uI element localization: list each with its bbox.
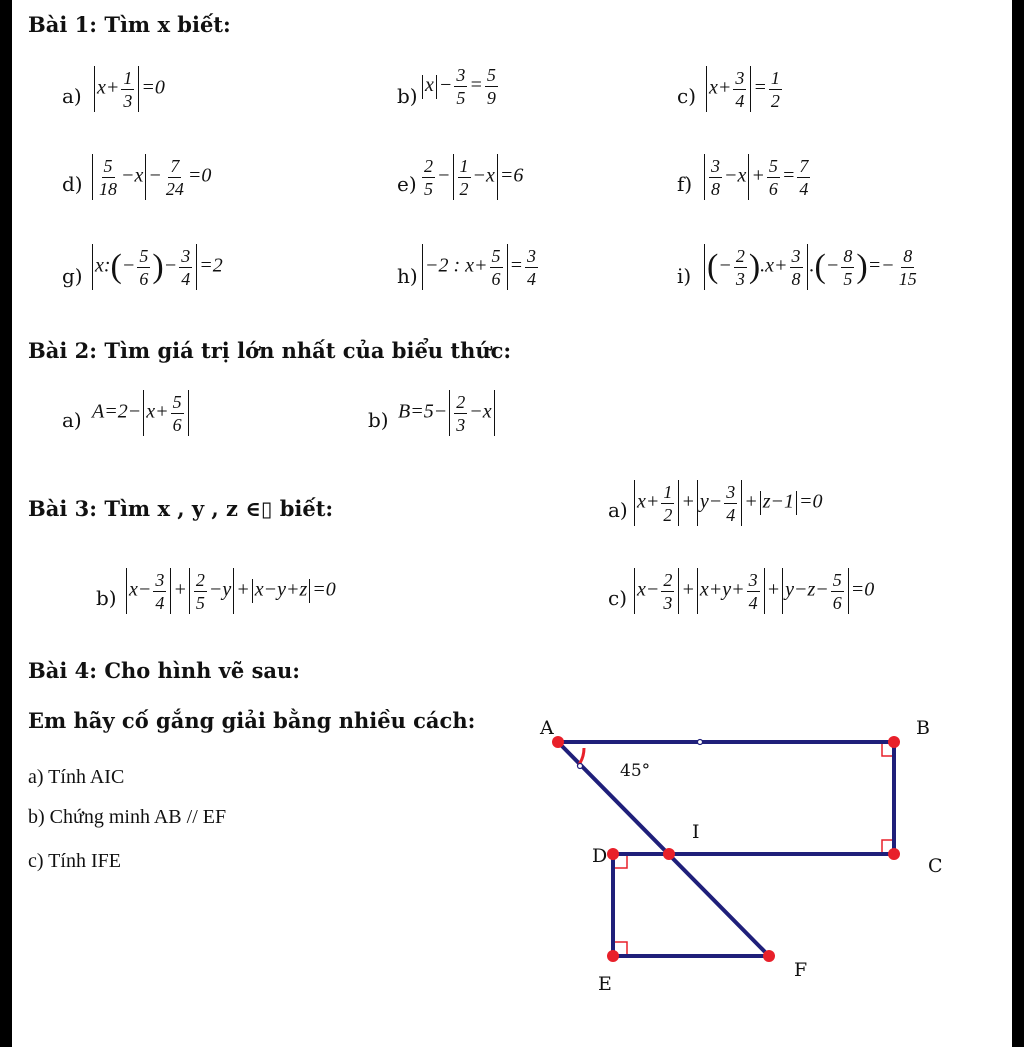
bai1-label-i: i) [677, 264, 692, 288]
bai1-eq-g: x:(− $\frac{5}{6}$ )− $\frac{3}{4}$ =2 [90, 244, 223, 290]
angle-label: 45° [620, 761, 651, 781]
bai1-eq-c: x+ $\frac{3}{4}$ = $\frac{1}{2}$ [704, 66, 784, 112]
point-C [888, 848, 900, 860]
point-F [763, 950, 775, 962]
bai1-eq-b: x − $\frac{3}{5}$ = $\frac{5}{9}$ [420, 66, 500, 107]
point-B [888, 736, 900, 748]
bai1-label-g: g) [62, 264, 83, 288]
point-I [663, 848, 675, 860]
bai1-title: Bài 1: Tìm x biết: [28, 12, 231, 37]
label-E: E [598, 973, 612, 995]
bai4-prompt: Em hãy cố gắng giải bằng nhiều cách: [28, 708, 476, 733]
bai1-eq-h: −2 : x+ $\frac{5}{6}$ = $\frac{3}{4}$ [420, 244, 540, 290]
right-angle-markers [613, 742, 894, 956]
bai2-expr-b: B=5− $\frac{2}{3}$ −x [398, 390, 497, 436]
bai1-eq-e: $\frac{2}{5}$ − $\frac{1}{2}$ −x =6 [424, 155, 524, 199]
bai1-eq-f: $\frac{3}{8}$ −x + $\frac{5}{6}$ = $\frac{7}{4}$ [702, 154, 812, 200]
bai1-label-d: d) [62, 172, 83, 196]
bai1-label-h: h) [397, 264, 418, 288]
bai2-label-a: a) [62, 408, 82, 432]
midpoint-marker [698, 740, 703, 745]
bai3-label-c: c) [608, 586, 628, 610]
small-marker [578, 764, 583, 769]
bai4-question-a: a) Tính AIC [28, 766, 125, 788]
bai1-eq-i: (− $\frac{2}{3}$ ).x+ $\frac{3}{8}$ .(− $\frac{8}{5}$ )=− $\frac{8}{15}$ [702, 244, 921, 290]
bai2-expr-a: A=2− x+ $\frac{5}{6}$ [92, 390, 191, 436]
label-D: D [592, 845, 608, 867]
bai4-question-b: b) Chứng minh AB // EF [28, 806, 227, 828]
bai1-label-f: f) [677, 172, 693, 196]
point-A [552, 736, 564, 748]
label-C: C [928, 855, 943, 877]
bai1-eq-d: $\frac{5}{18}$ −x − $\frac{7}{24}$ =0 [90, 154, 211, 200]
point-E [607, 950, 619, 962]
geometry-figure [512, 700, 952, 1010]
bai1-label-a: a) [62, 84, 82, 108]
point-D [607, 848, 619, 860]
bai4-title: Bài 4: Cho hình vẽ sau: [28, 658, 301, 683]
bai1-label-c: c) [677, 84, 697, 108]
bai2-label-b: b) [368, 408, 389, 432]
figure-lines [558, 742, 894, 956]
bai1-label-b: b) [397, 84, 418, 108]
label-B: B [916, 717, 930, 739]
bai3-title: Bài 3: Tìm x , y , z ∈▯ biết: [28, 496, 334, 521]
label-I: I [692, 821, 700, 843]
bai3-eq-c: x− $\frac{2}{3}$ + x+y+ $\frac{3}{4}$ + y−z− $\frac{5}{6}$ =0 [632, 568, 874, 614]
bai3-eq-b: x− $\frac{3}{4}$ + $\frac{2}{5}$ −y + x−y+z =0 [124, 568, 336, 614]
bai3-label-a: a) [608, 498, 628, 522]
bai1-label-e: e) [397, 172, 417, 196]
bai1-eq-a: x+ $\frac{1}{3}$ =0 [92, 66, 165, 112]
bai3-label-b: b) [96, 586, 117, 610]
segment-AF [558, 742, 769, 956]
worksheet-page [12, 0, 1012, 1047]
bai4-question-c: c) Tính IFE [28, 850, 121, 872]
label-F: F [794, 959, 808, 981]
bai2-title: Bài 2: Tìm giá trị lớn nhất của biểu thức: [28, 338, 512, 363]
bai3-eq-a: x+ $\frac{1}{2}$ + y− $\frac{3}{4}$ + z−1 =0 [632, 480, 823, 526]
label-A: A [540, 717, 554, 739]
